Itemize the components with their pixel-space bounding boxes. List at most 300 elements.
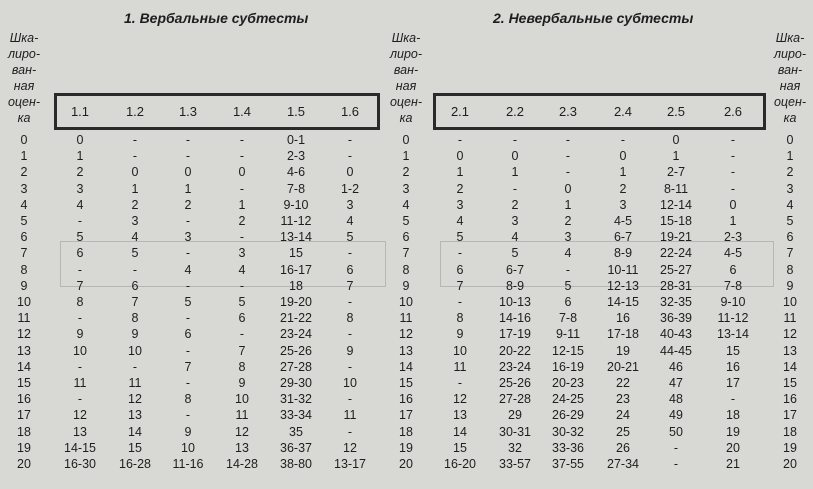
nonverbal-raw-score-cell: 4-5 <box>723 246 743 261</box>
nonverbal-raw-score-cell: 15 <box>726 343 740 358</box>
verbal-raw-score-cell: 1 <box>184 181 192 196</box>
scale-header-line: Шка- <box>9 31 39 45</box>
verbal-raw-score-cell: - <box>347 359 353 374</box>
scaled-score-cell: 14 <box>783 359 797 374</box>
nonverbal-raw-score-cell: 30-31 <box>499 424 531 439</box>
nonverbal-raw-score-cell: 49 <box>669 408 683 423</box>
verbal-raw-score-cell: 6 <box>238 311 246 326</box>
verbal-raw-score-cell: 13 <box>235 440 249 455</box>
verbal-raw-score-cell: - <box>77 311 83 326</box>
scale-header-line: лиро- <box>773 47 807 61</box>
verbal-raw-score-cell: 0 <box>184 165 192 180</box>
scaled-score-cell: 18 <box>17 424 31 439</box>
verbal-raw-score-cell: 11-12 <box>280 214 312 228</box>
verbal-raw-score-cell: 18 <box>289 278 303 293</box>
scale-header-line: ная <box>395 79 417 93</box>
nonverbal-raw-score-cell: 24-25 <box>552 392 584 407</box>
verbal-raw-score-cell: 0 <box>238 165 246 180</box>
scaled-score-cell: 4 <box>402 197 410 212</box>
verbal-raw-score-cell: 4 <box>238 262 246 277</box>
nonverbal-raw-score-cell: 7-8 <box>558 311 578 326</box>
scaled-score-cell: 11 <box>399 311 413 326</box>
nonverbal-raw-score-cell: 46 <box>669 359 683 374</box>
scaled-score-cell: 11 <box>783 311 797 326</box>
nonverbal-raw-score-cell: 33-36 <box>552 440 584 455</box>
scaled-score-cell: 15 <box>783 376 797 390</box>
nonverbal-raw-score-cell: 6 <box>456 262 464 277</box>
verbal-raw-score-cell: - <box>347 149 353 164</box>
nonverbal-raw-score-cell: 12 <box>453 392 467 407</box>
scaled-score-cell: 0 <box>402 133 410 147</box>
scale-header-line: ная <box>779 79 801 93</box>
scaled-score-cell: 3 <box>786 181 794 196</box>
nonverbal-raw-score-cell: 8 <box>456 311 464 326</box>
scaled-score-cell: 6 <box>402 230 410 245</box>
verbal-raw-score-cell: - <box>132 133 138 147</box>
verbal-raw-score-cell: 1-2 <box>340 181 360 196</box>
verbal-raw-score-cell: 3 <box>184 230 192 245</box>
verbal-raw-score-cell: 27-28 <box>280 359 312 374</box>
scale-header-line: лиро- <box>7 47 41 61</box>
nonverbal-raw-score-cell: - <box>512 133 518 147</box>
nonverbal-raw-score-cell: 10 <box>453 343 467 358</box>
verbal-raw-score-cell: - <box>77 359 83 374</box>
scaled-score-cell: 19 <box>17 440 31 455</box>
verbal-raw-score-cell: - <box>347 392 353 407</box>
nonverbal-subtest-header: 2.4 <box>613 104 633 119</box>
scale-header-line: ка <box>17 111 31 125</box>
verbal-raw-score-cell: 7 <box>238 343 246 358</box>
scaled-score-cell: 2 <box>20 165 28 180</box>
scale-header-line: ван- <box>393 63 419 77</box>
nonverbal-raw-score-cell: 25-27 <box>660 262 692 277</box>
verbal-raw-score-cell: - <box>347 295 353 309</box>
nonverbal-raw-score-cell: 5 <box>511 246 519 261</box>
nonverbal-raw-score-cell: 33-57 <box>499 457 531 471</box>
scaled-score-cell: 5 <box>786 214 794 228</box>
verbal-raw-score-cell: - <box>185 246 191 261</box>
nonverbal-raw-score-cell: 2 <box>564 214 572 228</box>
scaled-score-cell: 5 <box>20 214 28 228</box>
nonverbal-raw-score-cell: 4-5 <box>613 214 633 228</box>
verbal-raw-score-cell: 1 <box>238 197 246 212</box>
nonverbal-raw-score-cell: 28-31 <box>660 278 692 293</box>
scaled-score-cell: 20 <box>783 457 797 471</box>
verbal-raw-score-cell: 8 <box>346 311 354 326</box>
scaled-score-cell: 0 <box>786 133 794 147</box>
verbal-raw-score-cell: 4 <box>131 230 139 245</box>
verbal-subtests-title: 1. Вербальные субтесты <box>124 10 309 26</box>
nonverbal-raw-score-cell: 0 <box>511 149 519 164</box>
scaled-score-cell: 17 <box>783 408 797 423</box>
nonverbal-raw-score-cell: 47 <box>669 376 683 390</box>
scaled-score-cell: 2 <box>786 165 794 180</box>
verbal-raw-score-cell: - <box>347 133 353 147</box>
nonverbal-raw-score-cell: 8-9 <box>613 246 633 261</box>
nonverbal-raw-score-cell: 10-11 <box>607 262 639 277</box>
nonverbal-raw-score-cell: 44-45 <box>660 343 692 358</box>
nonverbal-raw-score-cell: 16 <box>726 359 740 374</box>
scaled-score-cell: 14 <box>399 359 413 374</box>
nonverbal-raw-score-cell: 16-19 <box>552 359 584 374</box>
verbal-raw-score-cell: - <box>77 262 83 277</box>
nonverbal-raw-score-cell: 19 <box>726 424 740 439</box>
verbal-raw-score-cell: 33-34 <box>280 408 312 423</box>
verbal-raw-score-cell: 11 <box>73 376 87 390</box>
verbal-raw-score-cell: 11 <box>343 408 357 423</box>
verbal-raw-score-cell: 11 <box>235 408 249 423</box>
verbal-raw-score-cell: 0-1 <box>286 133 306 147</box>
nonverbal-raw-score-cell: 5 <box>564 278 572 293</box>
nonverbal-raw-score-cell: 4 <box>456 214 464 228</box>
nonverbal-raw-score-cell: 6 <box>564 295 572 309</box>
verbal-raw-score-cell: 13 <box>128 408 142 423</box>
verbal-raw-score-cell: 16-17 <box>280 262 312 277</box>
nonverbal-raw-score-cell: 8-9 <box>505 278 525 293</box>
scale-header-right <box>768 30 812 126</box>
nonverbal-raw-score-cell: 0 <box>672 133 680 147</box>
nonverbal-raw-score-cell: 6 <box>729 262 737 277</box>
nonverbal-raw-score-cell: 14-16 <box>499 311 531 326</box>
verbal-raw-score-cell: 3 <box>346 197 354 212</box>
verbal-raw-score-cell: 2 <box>76 165 84 180</box>
scaled-score-cell: 16 <box>17 392 31 407</box>
verbal-raw-score-cell: 9 <box>184 424 192 439</box>
nonverbal-raw-score-cell: 0 <box>619 149 627 164</box>
nonverbal-raw-score-cell: 48 <box>669 392 683 407</box>
scaled-score-cell: 3 <box>20 181 28 196</box>
nonverbal-raw-score-cell: 2-7 <box>666 165 686 180</box>
nonverbal-raw-score-cell: - <box>457 295 463 309</box>
verbal-subtest-header: 1.4 <box>232 104 252 119</box>
verbal-raw-score-cell: 9 <box>238 376 246 390</box>
nonverbal-raw-score-cell: 20-21 <box>607 359 639 374</box>
nonverbal-raw-score-cell: - <box>457 133 463 147</box>
verbal-raw-score-cell: 2 <box>238 214 246 228</box>
verbal-raw-score-cell: 4 <box>76 197 84 212</box>
verbal-raw-score-cell: 7 <box>346 278 354 293</box>
nonverbal-raw-score-cell: 4 <box>564 246 572 261</box>
nonverbal-raw-score-cell: 37-55 <box>552 457 584 471</box>
nonverbal-raw-score-cell: 29 <box>508 408 522 423</box>
nonverbal-raw-score-cell: 2 <box>456 181 464 196</box>
scale-header-middle <box>384 30 428 126</box>
scale-header-line: ка <box>783 111 797 125</box>
verbal-raw-score-cell: 3 <box>131 214 139 228</box>
nonverbal-raw-score-cell: 14-15 <box>607 295 639 309</box>
nonverbal-raw-score-cell: 26-29 <box>552 408 584 423</box>
verbal-raw-score-cell: 25-26 <box>280 343 312 358</box>
nonverbal-raw-score-cell: - <box>620 133 626 147</box>
nonverbal-raw-score-cell: - <box>730 181 736 196</box>
nonverbal-raw-score-cell: 27-28 <box>499 392 531 407</box>
verbal-subtest-header: 1.3 <box>178 104 198 119</box>
verbal-raw-score-cell: 10 <box>128 343 142 358</box>
verbal-raw-score-cell: - <box>132 262 138 277</box>
verbal-raw-score-cell: 3 <box>238 246 246 261</box>
nonverbal-raw-score-cell: 0 <box>456 149 464 164</box>
nonverbal-subtest-header: 2.6 <box>723 104 743 119</box>
nonverbal-raw-score-cell: 1 <box>619 165 627 180</box>
scaled-score-cell: 16 <box>783 392 797 407</box>
nonverbal-raw-score-cell: 23-24 <box>499 359 531 374</box>
nonverbal-raw-score-cell: 6-7 <box>505 262 525 277</box>
scaled-score-cell: 15 <box>17 376 31 390</box>
verbal-subtest-header: 1.6 <box>340 104 360 119</box>
verbal-raw-score-cell: - <box>239 149 245 164</box>
verbal-raw-score-cell: 2-3 <box>286 149 306 164</box>
verbal-raw-score-cell: 12 <box>235 424 249 439</box>
nonverbal-raw-score-cell: 15-18 <box>660 214 692 228</box>
nonverbal-raw-score-cell: 19-21 <box>660 230 692 245</box>
nonverbal-raw-score-cell: 50 <box>669 424 683 439</box>
verbal-raw-score-cell: 5 <box>346 230 354 245</box>
verbal-raw-score-cell: - <box>185 278 191 293</box>
verbal-raw-score-cell: 14-28 <box>226 457 258 471</box>
nonverbal-raw-score-cell: 0 <box>564 181 572 196</box>
verbal-raw-score-cell: 16-30 <box>64 457 96 471</box>
verbal-raw-score-cell: 7 <box>131 295 139 309</box>
scaled-score-cell: 10 <box>783 295 797 309</box>
verbal-raw-score-cell: 29-30 <box>280 376 312 390</box>
verbal-raw-score-cell: 1 <box>76 149 84 164</box>
scaled-score-cell: 13 <box>17 343 31 358</box>
verbal-raw-score-cell: 10 <box>181 440 195 455</box>
scale-header-line: ка <box>399 111 413 125</box>
nonverbal-raw-score-cell: 40-43 <box>660 327 692 342</box>
nonverbal-raw-score-cell: 1 <box>456 165 464 180</box>
nonverbal-raw-score-cell: 16-20 <box>444 457 476 471</box>
nonverbal-raw-score-cell: 22-24 <box>660 246 692 261</box>
nonverbal-raw-score-cell: - <box>565 262 571 277</box>
verbal-raw-score-cell: - <box>185 149 191 164</box>
nonverbal-raw-score-cell: 25-26 <box>499 376 531 390</box>
verbal-raw-score-cell: 6 <box>76 246 84 261</box>
nonverbal-raw-score-cell: 5 <box>456 230 464 245</box>
scaled-score-cell: 1 <box>786 149 794 164</box>
verbal-raw-score-cell: 0 <box>346 165 354 180</box>
verbal-subtest-header: 1.5 <box>286 104 306 119</box>
scaled-score-cell: 6 <box>786 230 794 245</box>
nonverbal-raw-score-cell: 3 <box>564 230 572 245</box>
scaled-score-cell: 2 <box>402 165 410 180</box>
scaled-score-cell: 1 <box>20 149 28 164</box>
scale-header-line: ная <box>13 79 35 93</box>
nonverbal-raw-score-cell: - <box>730 149 736 164</box>
scaled-score-cell: 8 <box>786 262 794 277</box>
verbal-raw-score-cell: 6 <box>131 278 139 293</box>
verbal-subtest-header: 1.1 <box>70 104 90 119</box>
verbal-raw-score-cell: - <box>347 424 353 439</box>
scaled-score-cell: 4 <box>20 197 28 212</box>
verbal-raw-score-cell: 2 <box>184 197 192 212</box>
nonverbal-raw-score-cell: 20-23 <box>552 376 584 390</box>
scaled-score-cell: 17 <box>399 408 413 423</box>
scaled-score-cell: 10 <box>399 295 413 309</box>
nonverbal-raw-score-cell: 27-34 <box>607 457 639 471</box>
verbal-raw-score-cell: - <box>132 359 138 374</box>
scaled-score-cell: 12 <box>783 327 797 342</box>
verbal-raw-score-cell: - <box>185 311 191 326</box>
nonverbal-raw-score-cell: 23 <box>616 392 630 407</box>
verbal-raw-score-cell: 10 <box>73 343 87 358</box>
verbal-raw-score-cell: 3 <box>76 181 84 196</box>
verbal-raw-score-cell: 9 <box>76 327 84 342</box>
scale-header-line: Шка- <box>775 31 805 45</box>
verbal-raw-score-cell: - <box>239 133 245 147</box>
verbal-raw-score-cell: 0 <box>131 165 139 180</box>
nonverbal-raw-score-cell: 4 <box>511 230 519 245</box>
nonverbal-raw-score-cell: 1 <box>564 197 572 212</box>
nonverbal-raw-score-cell: 2 <box>619 181 627 196</box>
nonverbal-raw-score-cell: 12-14 <box>660 197 692 212</box>
scaled-score-cell: 8 <box>20 262 28 277</box>
nonverbal-raw-score-cell: - <box>673 440 679 455</box>
nonverbal-raw-score-cell: 19 <box>616 343 630 358</box>
scaled-score-cell: 16 <box>399 392 413 407</box>
nonverbal-raw-score-cell: 9-11 <box>555 327 581 342</box>
nonverbal-subtest-header: 2.2 <box>505 104 525 119</box>
verbal-raw-score-cell: - <box>239 181 245 196</box>
nonverbal-subtest-header: 2.5 <box>666 104 686 119</box>
scaled-score-cell: 4 <box>786 197 794 212</box>
scaled-score-cell: 19 <box>399 440 413 455</box>
verbal-raw-score-cell: 10 <box>235 392 249 407</box>
scaled-score-cell: 18 <box>399 424 413 439</box>
nonverbal-raw-score-cell: 12-15 <box>552 343 584 358</box>
verbal-raw-score-cell: 7-8 <box>286 181 306 196</box>
verbal-raw-score-cell: - <box>77 214 83 228</box>
nonverbal-raw-score-cell: 7-8 <box>723 278 743 293</box>
nonverbal-raw-score-cell: 13-14 <box>717 327 749 342</box>
nonverbal-raw-score-cell: 32 <box>508 440 522 455</box>
scaled-score-cell: 6 <box>20 230 28 245</box>
nonverbal-raw-score-cell: - <box>457 376 463 390</box>
verbal-raw-score-cell: 23-24 <box>280 327 312 342</box>
nonverbal-raw-score-cell: 8-11 <box>663 181 689 196</box>
verbal-raw-score-cell: 4 <box>184 262 192 277</box>
verbal-raw-score-cell: 12 <box>128 392 142 407</box>
nonverbal-raw-score-cell: 17-19 <box>499 327 531 342</box>
nonverbal-raw-score-cell: 9-10 <box>720 295 746 309</box>
nonverbal-raw-score-cell: 3 <box>456 197 464 212</box>
verbal-raw-score-cell: 1 <box>131 181 139 196</box>
nonverbal-raw-score-cell: 10-13 <box>499 295 531 309</box>
verbal-raw-score-cell: - <box>77 392 83 407</box>
scale-header-line: лиро- <box>389 47 423 61</box>
scaled-score-cell: 0 <box>20 133 28 147</box>
nonverbal-raw-score-cell: 17-18 <box>607 327 639 342</box>
verbal-raw-score-cell: 8 <box>184 392 192 407</box>
nonverbal-subtest-header: 2.3 <box>558 104 578 119</box>
verbal-raw-score-cell: 11 <box>128 376 142 390</box>
nonverbal-raw-score-cell: - <box>565 133 571 147</box>
scaled-score-cell: 13 <box>783 343 797 358</box>
verbal-raw-score-cell: 4 <box>346 214 354 228</box>
verbal-raw-score-cell: 9 <box>346 343 354 358</box>
verbal-raw-score-cell: 12 <box>343 440 357 455</box>
nonverbal-raw-score-cell: - <box>565 149 571 164</box>
nonverbal-raw-score-cell: 6-7 <box>613 230 633 245</box>
nonverbal-raw-score-cell: 24 <box>616 408 630 423</box>
nonverbal-raw-score-cell: 13 <box>453 408 467 423</box>
scaled-score-cell: 7 <box>786 246 794 261</box>
nonverbal-raw-score-cell: 30-32 <box>552 424 584 439</box>
verbal-raw-score-cell: 5 <box>184 295 192 309</box>
verbal-raw-score-cell: 13-14 <box>280 230 312 245</box>
verbal-raw-score-cell: 15 <box>289 246 303 261</box>
verbal-raw-score-cell: 31-32 <box>280 392 312 407</box>
verbal-raw-score-cell: 21-22 <box>280 311 312 326</box>
nonverbal-raw-score-cell: 11 <box>453 359 467 374</box>
scaled-score-cell: 18 <box>783 424 797 439</box>
verbal-raw-score-cell: 38-80 <box>280 457 312 471</box>
verbal-raw-score-cell: 4-6 <box>286 165 306 180</box>
nonverbal-raw-score-cell: 2-3 <box>723 230 743 245</box>
verbal-raw-score-cell: - <box>185 408 191 423</box>
verbal-raw-score-cell: 36-37 <box>280 440 312 455</box>
scale-header-line: Шка- <box>391 31 421 45</box>
scaled-score-cell: 12 <box>17 327 31 342</box>
verbal-raw-score-cell: 0 <box>76 133 84 147</box>
verbal-raw-score-cell: 8 <box>238 359 246 374</box>
scale-header-line: ван- <box>11 63 37 77</box>
nonverbal-raw-score-cell: 12-13 <box>607 278 639 293</box>
nonverbal-raw-score-cell: 7 <box>456 278 464 293</box>
nonverbal-raw-score-cell: 11-12 <box>717 311 749 326</box>
scaled-score-cell: 14 <box>17 359 31 374</box>
scaled-score-cell: 9 <box>786 278 794 293</box>
nonverbal-raw-score-cell: 20 <box>726 440 740 455</box>
nonverbal-raw-score-cell: 16 <box>616 311 630 326</box>
nonverbal-raw-score-cell: 17 <box>726 376 740 390</box>
scaled-score-cell: 7 <box>20 246 28 261</box>
verbal-raw-score-cell: 7 <box>76 278 84 293</box>
verbal-raw-score-cell: 14 <box>128 424 142 439</box>
verbal-raw-score-cell: 9-10 <box>283 197 309 212</box>
scaled-score-cell: 20 <box>399 457 413 471</box>
nonverbal-raw-score-cell: - <box>673 457 679 471</box>
scaled-score-cell: 17 <box>17 408 31 423</box>
scaled-score-cell: 9 <box>402 278 410 293</box>
nonverbal-raw-score-cell: 1 <box>511 165 519 180</box>
verbal-raw-score-cell: 13-17 <box>334 457 366 471</box>
verbal-raw-score-cell: - <box>239 278 245 293</box>
nonverbal-subtest-header: 2.1 <box>450 104 470 119</box>
scaled-score-cell: 3 <box>402 181 410 196</box>
nonverbal-raw-score-cell: - <box>457 246 463 261</box>
scaled-score-cell: 12 <box>399 327 413 342</box>
verbal-raw-score-cell: 35 <box>289 424 303 439</box>
verbal-raw-score-cell: - <box>347 246 353 261</box>
verbal-raw-score-cell: - <box>185 376 191 390</box>
scaled-score-cell: 1 <box>402 149 410 164</box>
verbal-raw-score-cell: 12 <box>73 408 87 423</box>
nonverbal-raw-score-cell: 20-22 <box>499 343 531 358</box>
verbal-subtest-header: 1.2 <box>125 104 145 119</box>
verbal-raw-score-cell: 8 <box>131 311 139 326</box>
verbal-raw-score-cell: 9 <box>131 327 139 342</box>
verbal-raw-score-cell: 2 <box>131 197 139 212</box>
verbal-raw-score-cell: 19-20 <box>280 295 312 309</box>
verbal-raw-score-cell: - <box>239 327 245 342</box>
verbal-raw-score-cell: 10 <box>343 376 357 390</box>
verbal-raw-score-cell: - <box>239 230 245 245</box>
scaled-score-cell: 20 <box>17 457 31 471</box>
scaled-score-cell: 10 <box>17 295 31 309</box>
scale-header-left <box>2 30 46 126</box>
verbal-raw-score-cell: - <box>132 149 138 164</box>
